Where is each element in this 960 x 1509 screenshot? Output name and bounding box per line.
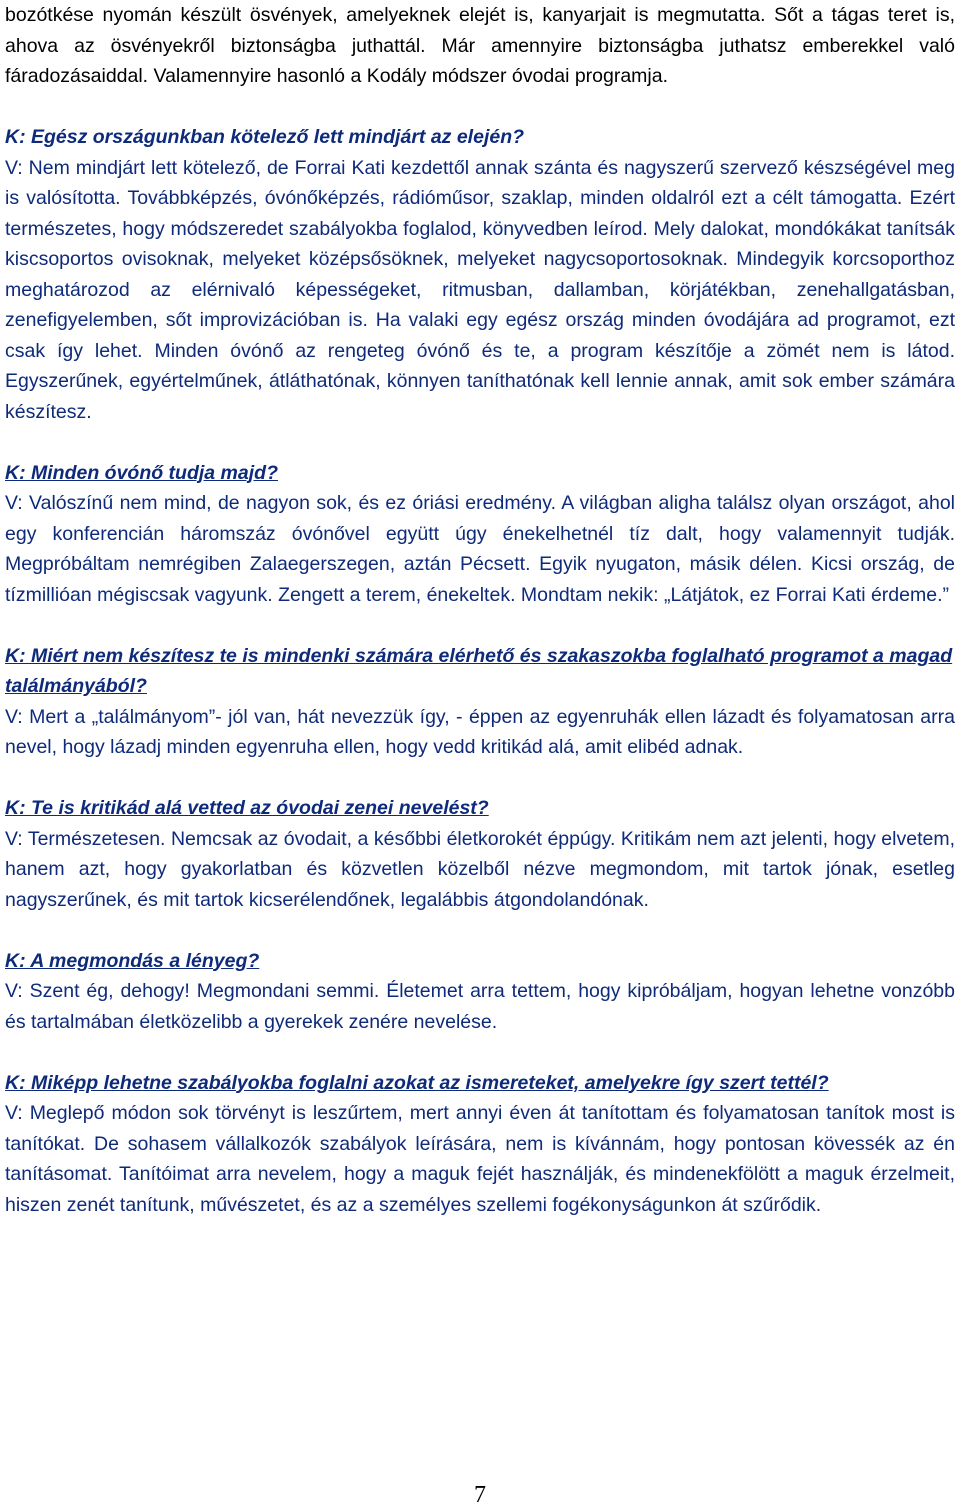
intro-paragraph: bozótkése nyomán készült ösvények, amelyeknek elejét is, kanyarjait is megmutatta. Sőt a tágas teret is, ahova az ösvényekről biztonságba juthattál. Már amennyire biztonságba juthatsz emberekkel való fáradozásaiddal. Valamennyire hasonló a Kodály módszer óvodai programja.	[5, 4, 955, 87]
answer-4: V: Természetesen. Nemcsak az óvodait, a későbbi életkorokét éppúgy. Kritikám nem azt jelenti, hogy elvetem, hanem azt, hogy gyakorlatban és közvetlen közelből nézve megmondom, mit tartok jónak, esetleg nagyszerűnek, és mit tartok kicserélendőnek, legalábbis átgondolandónak.	[5, 827, 955, 911]
question-4: K: Te is kritikád alá vetted az óvodai zenei nevelést?	[5, 797, 489, 819]
answer-6: V: Meglepő módon sok törvényt is leszűrtem, mert annyi éven át tanítottam és folyamatosan tanítok most is tanítókat. De sohasem vállalkozók szabályok leírására, nem is kívánnám, hogy pontosan kövessék az én tanításomat. Tanítóimat arra nevelem, hogy a maguk fejét használják, és mindenekfölött a maguk érzelmeit, hiszen zenét tanítunk, művészetet, és az a személyes szellemi fogékonyságunkon át szűrődik.	[5, 1102, 955, 1216]
question-1: K: Egész országunkban kötelező lett mindjárt az elején?	[5, 126, 525, 148]
document-page	[5, 0, 955, 1220]
question-6: K: Miképp lehetne szabályokba foglalni azokat az ismereteket, amelyekre így szert tettél?	[5, 1071, 829, 1094]
question-5: K: A megmondás a lényeg?	[5, 949, 260, 972]
question-3: K: Miért nem készítesz te is mindenki számára elérhető és szakaszokba foglalható programot a magad találmányából?	[5, 644, 953, 697]
paragraph-gap	[5, 427, 955, 458]
paragraph-gap	[5, 1037, 955, 1068]
paragraph-gap	[5, 915, 955, 946]
answer-1: V: Nem mindjárt lett kötelező, de Forrai Kati kezdettől annak szánta és nagyszerű szervező készségével meg is valósította. Továbbképzés, óvónőképzés, rádióműsor, szaklap, minden oldalról ezt a célt támogatta. Ezért természetes, hogy módszeredet szabályokba foglalod, könyvedben leírod. Mely dalokat, mondókákat tanítsák kiscsoportos ovisoknak, melyeket középsősöknek, melyeket nagycsoportosoknak. Mindegyik korcsoporthoz meghatározod az elérnivaló képességeket, ritmusban, dallamban, körjátékban, zenehallgatásban, zenefigyelemben, sőt improvizációban is. Ha valaki egy egész ország minden óvodájára ad programot, ezt csak így lehet. Minden óvónő az rengeteg óvónő és te, a program készítője a zömét nem is látod. Egyszerűnek, egyértelműnek, átláthatónak, könnyen taníthatónak kell lennie annak, amit sok ember számára készítesz.	[5, 156, 955, 423]
page-number: 7	[474, 1482, 486, 1508]
question-2: K: Minden óvónő tudja majd?	[5, 461, 278, 484]
paragraph-gap	[5, 92, 955, 123]
answer-5: V: Szent ég, dehogy! Megmondani semmi. Életemet arra tettem, hogy kipróbáljam, hogyan lehetne vonzóbb és tartalmában életközelibb a gyerekek zenére nevelése.	[5, 980, 955, 1033]
answer-3: V: Mert a „találmányom”- jól van, hát nevezzük így, - éppen az egyenruhák ellen lázadt és folyamatosan arra nevel, hogy lázadj minden egyenruha ellen, hogy vedd kritikád alá, amit elibéd adnak.	[5, 705, 955, 758]
answer-2: V: Valószínű nem mind, de nagyon sok, és ez óriási eredmény. A világban aligha találsz olyan országot, ahol egy konferencián háromszáz óvónővel együtt úgy énekelhetnél tíz dalt, hogy valamennyit tudják. Megpróbáltam nemrégiben Zalaegerszegen, aztán Pécsett. Egyik nyugaton, másik délen. Kicsi ország, de tízmillióan mégiscsak vagyunk. Zengett a terem, énekeltek. Mondtam nekik: „Látjátok, ez Forrai Kati érdeme.”	[5, 492, 955, 606]
paragraph-gap	[5, 763, 955, 794]
paragraph-gap	[5, 610, 955, 641]
